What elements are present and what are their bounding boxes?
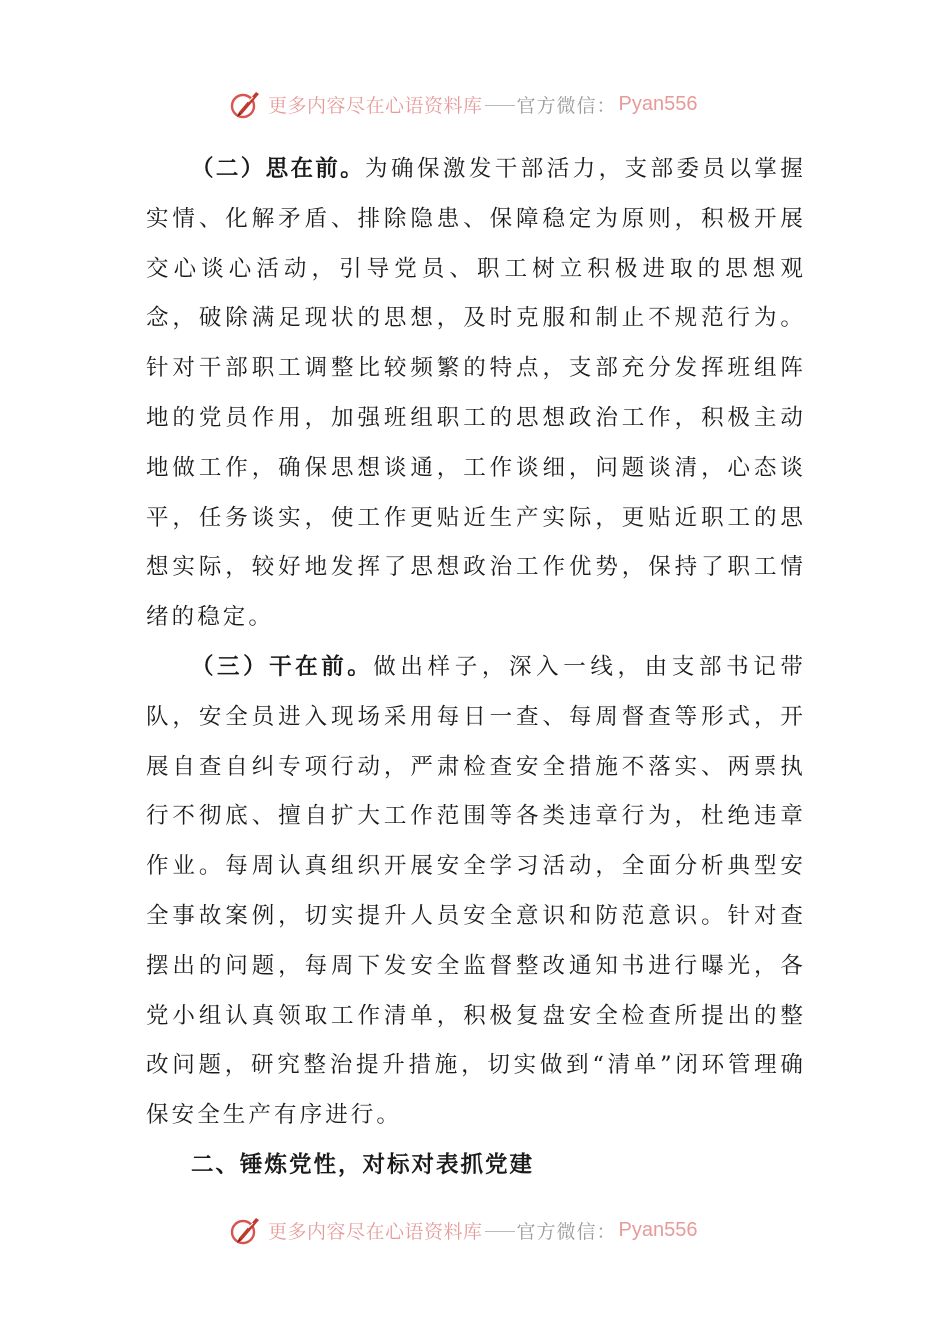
paragraph-gan-zai-qian <box>146 643 806 1141</box>
watermark-dash <box>485 1231 515 1232</box>
watermark-wechat-id: Pyan556 <box>618 92 698 115</box>
paragraph-lead: （三）干在前。 <box>191 653 374 680</box>
watermark-wechat-label: 官方微信： <box>516 94 617 117</box>
watermark-wechat-id: Pyan556 <box>618 1218 698 1241</box>
watermark-site-text: 更多内容尽在心语资料库 <box>268 1220 483 1243</box>
watermark-wechat-label: 官方微信： <box>516 1220 617 1243</box>
document-body <box>146 145 806 1191</box>
paragraph-si-zai-qian <box>146 145 806 643</box>
quill-pen-circle-icon <box>228 86 264 122</box>
section-heading: 二、锤炼党性，对标对表抓党建 <box>191 1151 535 1178</box>
paragraph-lead: （二）思在前。 <box>191 156 366 182</box>
paragraph-text: 做出样子，深入一线，由支部书记带队，安全员进入现场采用每日一查、每周督查等形式，开展自查自纠专项行动，严肃检查安全措施不落实、两票执行不彻底、擅自扩大工作范围等各类违章行为，杜绝违章作业。每周认真组织开展安全学习活动，全面分析典型安全事故案例，切实提升人员安全意识和防范意识。针对查摆出的问题，每周下发安全监督整改通知书进行曝光，各党小组认真领取工作清单，积极复盘安全检查所提出的整改问题，研究整治提升措施，切实做到“清单”闭环管理确保安全生产有序进行。 <box>146 653 806 1129</box>
watermark-dash <box>485 105 515 106</box>
watermark-site-text: 更多内容尽在心语资料库 <box>268 94 483 117</box>
watermark-footer <box>228 1210 698 1250</box>
watermark-header <box>228 84 698 124</box>
quill-pen-circle-icon <box>228 1212 264 1248</box>
paragraph-text: 为确保激发干部活力，支部委员以掌握实情、化解矛盾、排除隐患、保障稳定为原则，积极开展交心谈心活动，引导党员、职工树立积极进取的思想观念，破除满足现状的思想，及时克服和制止不规范行为。针对干部职工调整比较频繁的特点，支部充分发挥班组阵地的党员作用，加强班组职工的思想政治工作，积极主动地做工作，确保思想谈通，工作谈细，问题谈清，心态谈平，任务谈实，使工作更贴近生产实际，更贴近职工的思想实际，较好地发挥了思想政治工作优势，保持了职工情绪的稳定。 <box>146 156 806 631</box>
